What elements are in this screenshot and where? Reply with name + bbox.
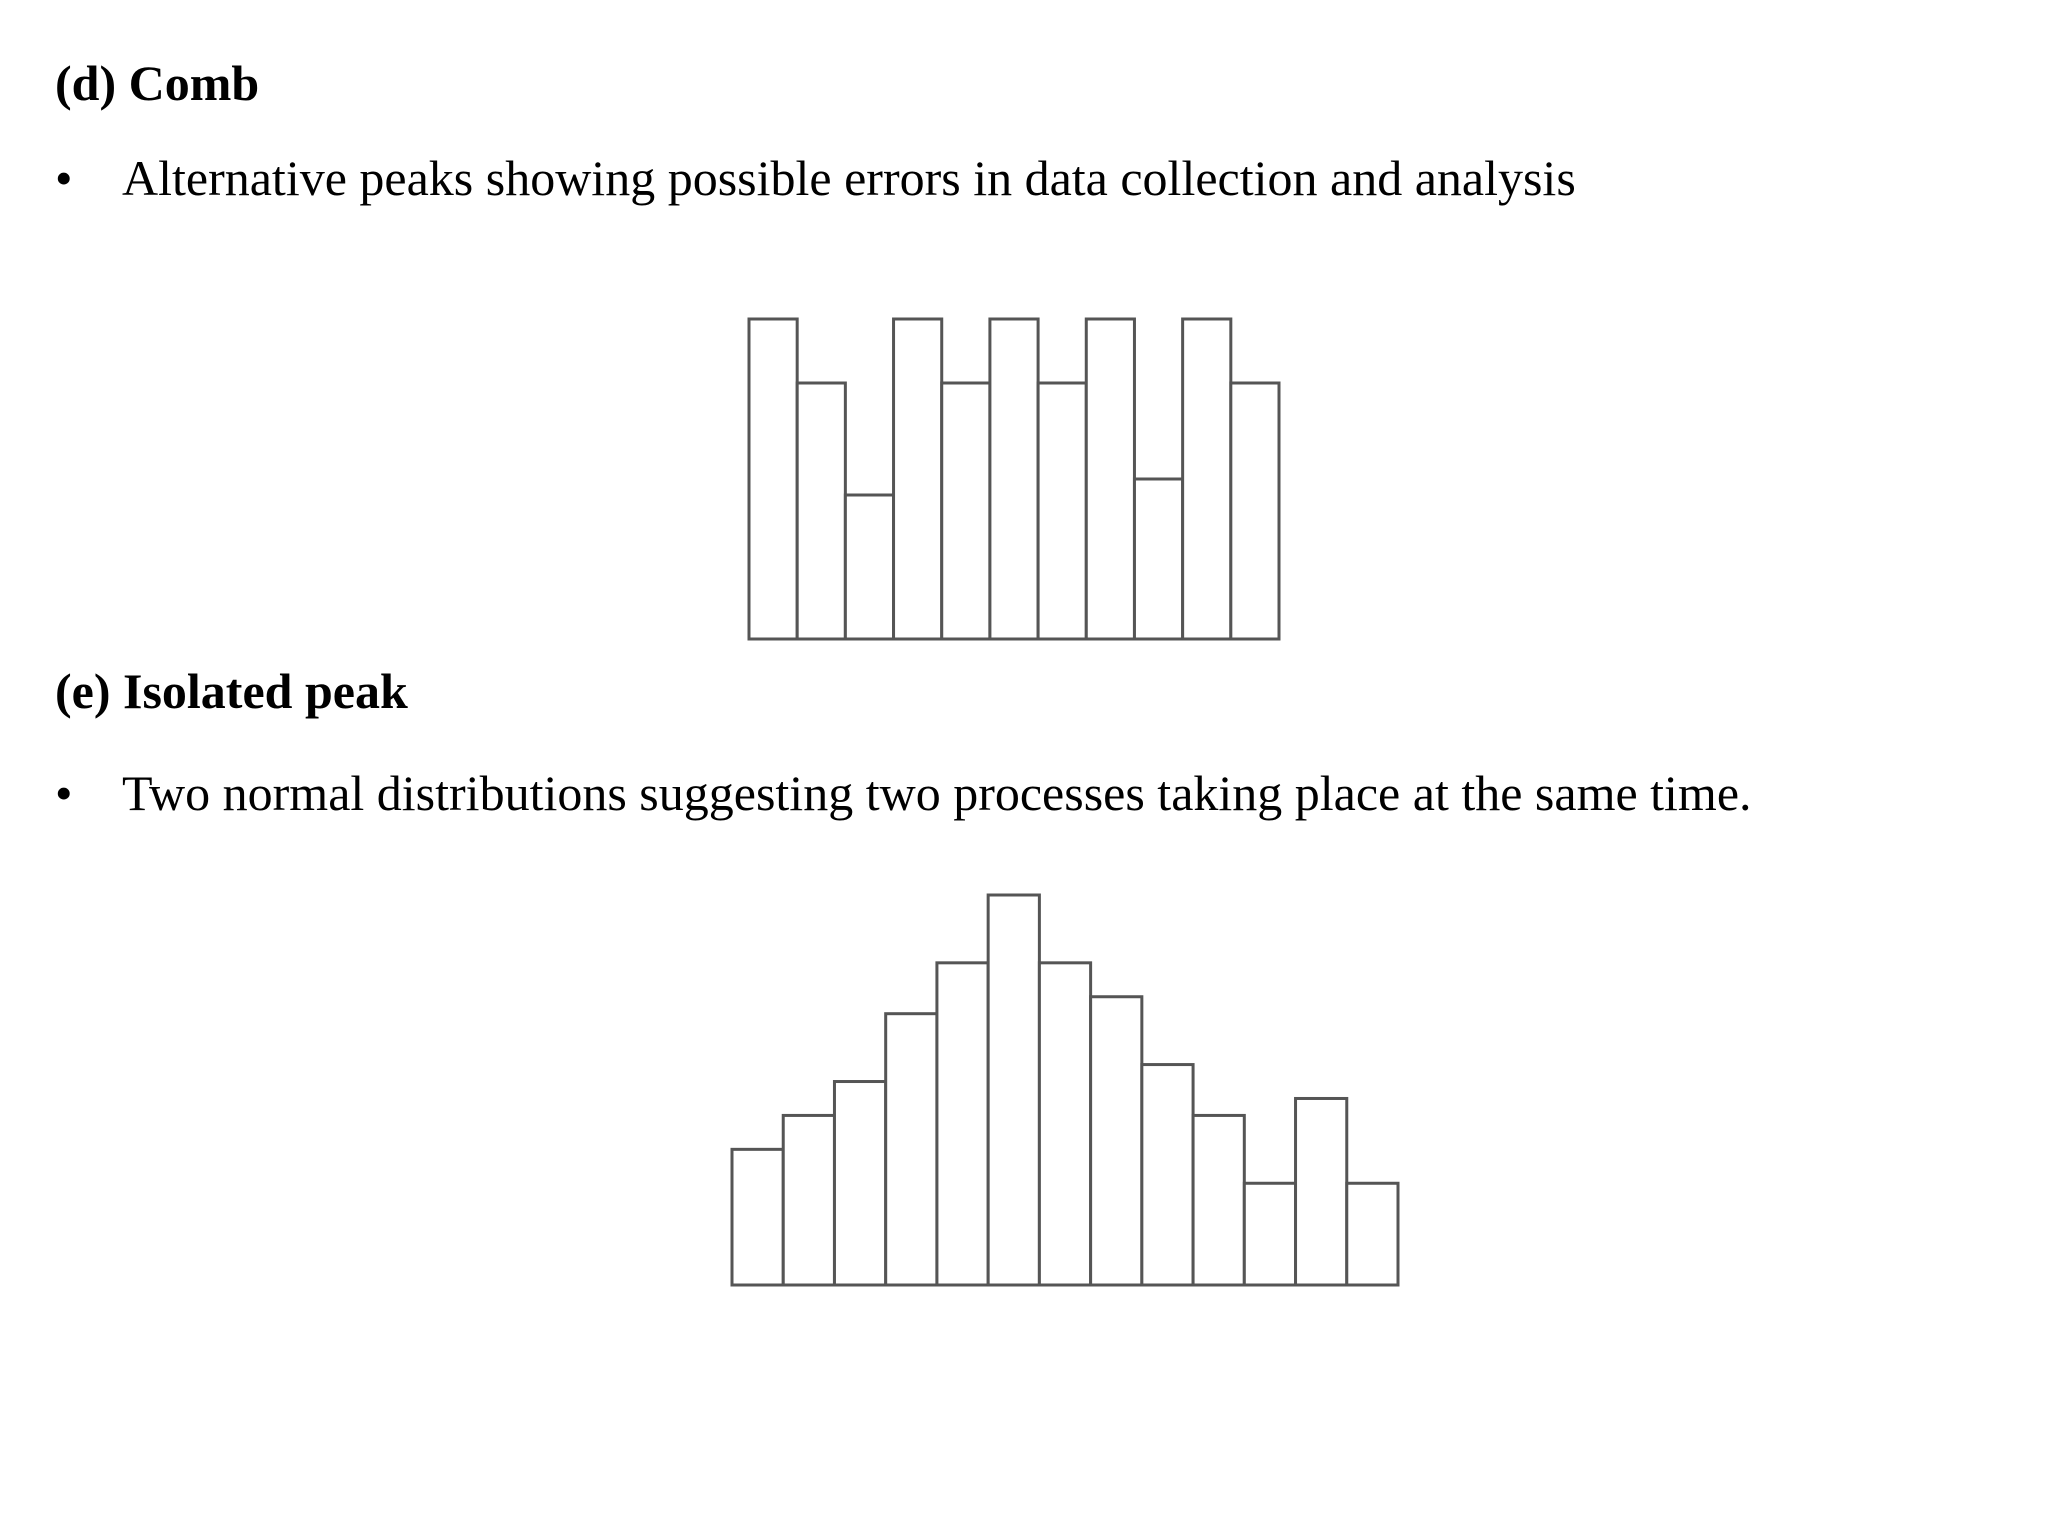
section-d-heading: (d) Comb	[55, 55, 260, 111]
isolated-peak-bar-10	[1193, 1115, 1244, 1285]
isolated-peak-bar-6	[988, 895, 1039, 1285]
isolated-peak-bar-1	[732, 1149, 783, 1285]
isolated-peak-bar-11	[1244, 1183, 1295, 1285]
section-e-description: Two normal distributions suggesting two processes taking place at the same time.	[122, 765, 1752, 821]
isolated-peak-bar-13	[1347, 1183, 1398, 1285]
isolated-peak-bar-5	[937, 963, 988, 1285]
isolated-peak-bar-12	[1296, 1098, 1347, 1285]
isolated-peak-bar-9	[1142, 1065, 1193, 1285]
isolated-peak-bar-3	[834, 1082, 885, 1285]
isolated-peak-bar-4	[886, 1014, 937, 1285]
section-d-description: Alternative peaks showing possible errors in data collection and analysis	[122, 150, 1576, 206]
bullet-marker: •	[55, 150, 73, 206]
bullet-marker: •	[55, 765, 73, 821]
isolated-peak-bar-2	[783, 1115, 834, 1285]
isolated-peak-bar-8	[1091, 997, 1142, 1285]
isolated-peak-bar-7	[1039, 963, 1090, 1285]
section-e-heading: (e) Isolated peak	[55, 663, 408, 719]
